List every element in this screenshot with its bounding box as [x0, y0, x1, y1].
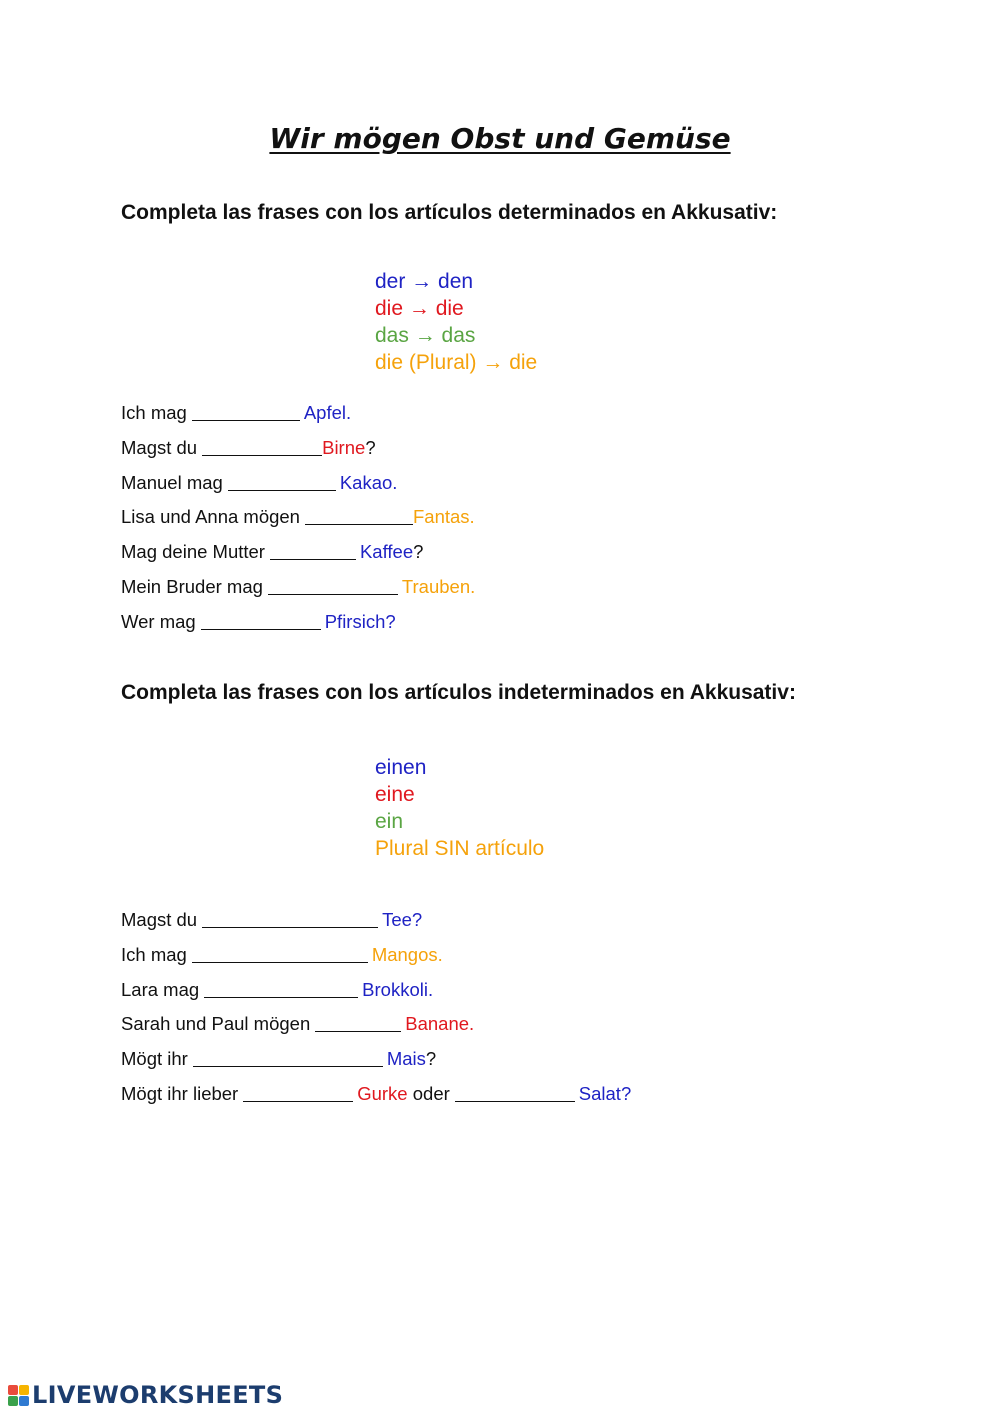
- noun: Mangos.: [371, 943, 443, 965]
- sentence: [121, 1007, 631, 1042]
- sentence: [121, 535, 475, 570]
- noun: Brokkoli.: [362, 978, 434, 1000]
- noun: Gurke: [357, 1082, 408, 1104]
- sentence-text: Wer mag: [121, 610, 196, 632]
- legend-item: der → den: [375, 270, 474, 293]
- noun: Birne: [322, 436, 366, 458]
- answer-blank[interactable]: [270, 541, 356, 560]
- answer-blank[interactable]: [455, 1083, 575, 1102]
- sentence-text: Lisa und Anna mögen: [121, 506, 300, 528]
- legend-item: einen: [375, 756, 427, 779]
- answer-blank[interactable]: [202, 909, 378, 928]
- sentence: [121, 396, 475, 431]
- noun: Trauben.: [401, 575, 476, 597]
- sentence-text: Lara mag: [121, 978, 200, 1000]
- sentence: [121, 500, 475, 535]
- sentence-text: Sarah und Paul mögen: [121, 1013, 311, 1035]
- legend-item: ein: [375, 810, 404, 833]
- noun: Kakao.: [339, 471, 398, 493]
- sentence-text: oder: [412, 1082, 450, 1104]
- sentence-text: Magst du: [121, 436, 198, 458]
- answer-blank[interactable]: [193, 1048, 383, 1067]
- sentence: [121, 1042, 631, 1077]
- logo-tile: [19, 1396, 29, 1406]
- answer-blank[interactable]: [204, 979, 358, 998]
- noun: Kaffee: [359, 541, 414, 563]
- answer-blank[interactable]: [192, 944, 368, 963]
- answer-blank[interactable]: [268, 576, 398, 595]
- sentence: [121, 466, 475, 501]
- section2-heading: Completa las frases con los artículos indeterminados en Akkusativ:: [121, 681, 796, 704]
- sentence-text: Ich mag: [121, 402, 187, 423]
- logo-tile: [19, 1385, 29, 1395]
- sentence-text: Magst du: [121, 909, 198, 930]
- sentence-text: Mögt ihr lieber: [121, 1082, 239, 1104]
- punctuation: ?: [413, 541, 424, 563]
- answer-blank[interactable]: [228, 472, 336, 491]
- legend-item: die → die: [375, 297, 464, 320]
- sentence: [121, 1077, 631, 1112]
- legend-item: eine: [375, 783, 415, 806]
- answer-blank[interactable]: [192, 402, 300, 421]
- logo-tile: [8, 1385, 18, 1395]
- brand-name: LIVEWORKSHEETS: [32, 1381, 284, 1409]
- answer-blank[interactable]: [315, 1013, 401, 1032]
- sentence-text: Mein Bruder mag: [121, 575, 263, 597]
- answer-blank[interactable]: [243, 1083, 353, 1102]
- noun: Tee?: [382, 909, 423, 930]
- answer-blank[interactable]: [201, 611, 321, 630]
- sentence-text: Mag deine Mutter: [121, 541, 265, 563]
- punctuation: ?: [425, 1048, 437, 1070]
- liveworksheets-logo: [8, 1381, 283, 1409]
- noun: Pfirsich?: [324, 610, 396, 632]
- section1-legend: [375, 268, 537, 376]
- noun: Salat?: [578, 1082, 632, 1104]
- section2-legend: [375, 754, 544, 862]
- sentence: [121, 605, 475, 640]
- noun: Apfel.: [303, 402, 352, 423]
- logo-tile: [8, 1396, 18, 1406]
- section1-heading: Completa las frases con los artículos determinados en Akkusativ:: [121, 201, 778, 224]
- answer-blank[interactable]: [305, 506, 413, 525]
- legend-item: die (Plural) → die: [375, 351, 538, 374]
- section2-sentences: [121, 903, 631, 1112]
- sentence: [121, 431, 475, 466]
- sentence: [121, 973, 631, 1008]
- punctuation: ?: [365, 436, 376, 458]
- sentence-text: Ich mag: [121, 943, 187, 965]
- section1-sentences: [121, 396, 475, 640]
- legend-item: Plural SIN artículo: [375, 837, 545, 860]
- noun: Mais: [386, 1048, 426, 1070]
- sentence: [121, 938, 631, 973]
- answer-blank[interactable]: [202, 437, 322, 456]
- sentence: [121, 903, 631, 938]
- sentence: [121, 570, 475, 605]
- sentence-text: Mögt ihr: [121, 1048, 188, 1070]
- noun: Fantas.: [412, 506, 475, 528]
- worksheet-title: Wir mögen Obst und Gemüse: [269, 122, 731, 155]
- logo-grid-icon: [8, 1385, 29, 1406]
- noun: Banane.: [405, 1013, 475, 1035]
- legend-item: das → das: [375, 324, 476, 347]
- sentence-text: Manuel mag: [121, 471, 223, 493]
